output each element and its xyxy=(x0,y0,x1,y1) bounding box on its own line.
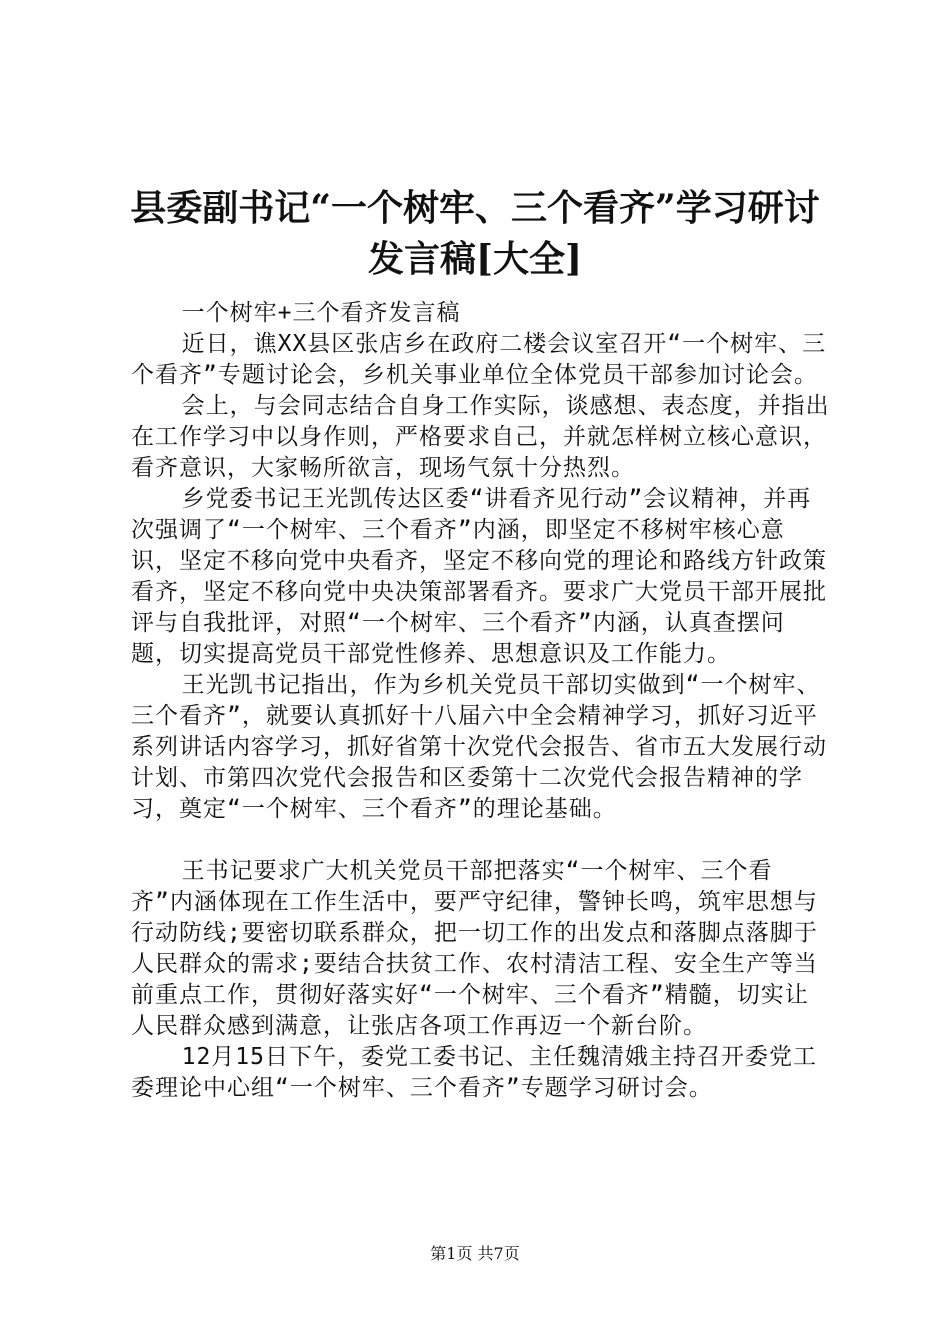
document-body xyxy=(131,298,831,1104)
page-number-footer: 第1页 共7页 xyxy=(430,1244,520,1263)
body-paragraph: 12月15日下午，委党工委书记、主任魏清娥主持召开委党工委理论中心组“一个树牢、三个看齐”专题学习研讨会。 xyxy=(131,1044,817,1101)
body-paragraph: 乡党委书记王光凯传达区委“讲看齐见行动”会议精神，并再次强调了“一个树牢、三个看齐”内涵，即坚定不移树牢核心意识，坚定不移向党中央看齐，坚定不移向党的理论和路线方针政策看齐，坚定不移向党中央决策部署看齐。要求广大党员干部开展批评与自我批评，对照“一个树牢、三个看齐”内涵，认真查摆问题，切实提高党员干部党性修养、思想意识及工作能力。 xyxy=(131,486,827,667)
document-title-line-1: 县委副书记“一个树牢、三个看齐”学习研讨 xyxy=(130,187,820,229)
body-paragraph: 王书记要求广大机关党员干部把落实“一个树牢、三个看齐”内涵体现在工作生活中，要严守纪律，警钟长鸣，筑牢思想与行动防线;要密切联系群众，把一切工作的出发点和落脚点落脚于人民群众的需求;要结合扶贫工作、农村清洁工程、安全生产等当前重点工作，贯彻好落实好“一个树牢、三个看齐”精髓，切实让人民群众感到满意，让张店各项工作再迈一个新台阶。 xyxy=(131,858,818,1039)
document-title-line-2: 发言稿[大全] xyxy=(367,238,583,280)
body-paragraph: 王光凯书记指出，作为乡机关党员干部切实做到“一个树牢、三个看齐”，就要认真抓好十八届六中全会精神学习，抓好习近平系列讲话内容学习，抓好省第十次党代会报告、省市五大发展行动计划、市第四次党代会报告和区委第十二次党代会报告精神的学习，奠定“一个树牢、三个看齐”的理论基础。 xyxy=(131,672,827,822)
body-paragraph: 会上，与会同志结合自身工作实际，谈感想、表态度，并指出在工作学习中以身作则，严格要求自己，并就怎样树立核心意识，看齐意识，大家畅所欲言，现场气氛十分热烈。 xyxy=(131,393,830,481)
subtitle-paragraph: 一个树牢+三个看齐发言稿 xyxy=(181,300,461,326)
body-paragraph: 近日，谯XX县区张店乡在政府二楼会议室召开“一个树牢、三个看齐”专题讨论会，乡机关事业单位全体党员干部参加讨论会。 xyxy=(131,331,827,388)
